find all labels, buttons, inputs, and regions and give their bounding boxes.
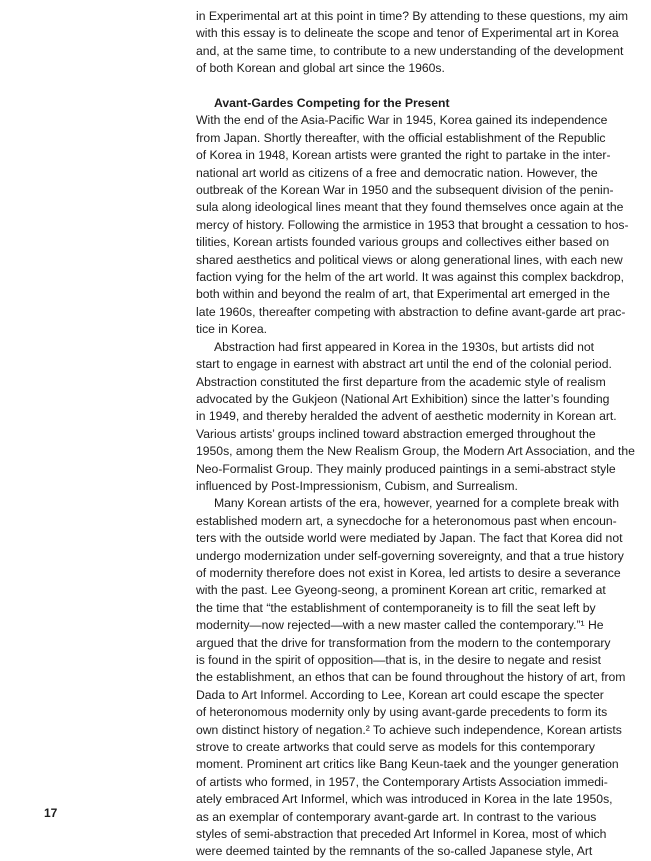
body-line: sula along ideological lines meant that they found themselves once again at the: [196, 200, 624, 215]
body-line: styles of semi-abstraction that preceded Art Informel in Korea, most of which: [196, 827, 607, 842]
section-heading: Avant-Gardes Competing for the Present: [214, 96, 450, 111]
body-line: modernity—now rejected—with a new master called the contemporary.”¹ He: [196, 618, 604, 633]
body-line: of heteronomous modernity only by using avant-garde precedents to form its: [196, 705, 608, 720]
body-line: is found in the spirit of opposition—that is, in the desire to negate and resist: [196, 653, 602, 668]
body-line: tice in Korea.: [196, 322, 267, 337]
body-line: moment. Prominent art critics like Bang Keun-taek and the younger generation: [196, 757, 619, 772]
page-number: 17: [44, 806, 58, 820]
body-line: argued that the drive for transformation from the modern to the contemporary: [196, 635, 611, 650]
body-line: ately embraced Art Informel, which was introduced in Korea in the late 1950s,: [196, 792, 613, 807]
body-line: Various artists’ groups inclined toward abstraction emerged throughout the: [196, 426, 596, 441]
body-line: start to engage in earnest with abstract art until the end of the colonial period.: [196, 357, 612, 372]
intro-line: with this essay is to delineate the scope and tenor of Experimental art in Korea: [196, 26, 619, 41]
body-line: established modern art, a synecdoche for a heteronomous past when encoun-: [196, 513, 617, 528]
body-line: ters with the outside world were mediated by Japan. The fact that Korea did not: [196, 531, 623, 546]
body-line: Dada to Art Informel. According to Lee, Korean art could escape the specter: [196, 687, 604, 702]
body-line: tilities, Korean artists founded various groups and collectives either based on: [196, 235, 610, 250]
body-line: undergo modernization under self-governing sovereignty, and that a true history: [196, 548, 624, 563]
body-line: were deemed tainted by the remnants of the so-called Japanese style, Art: [196, 844, 593, 859]
body-line: in 1949, and thereby heralded the advent of aesthetic modernity in Korean art.: [196, 409, 617, 424]
body-line: 1950s, among them the New Realism Group, the Modern Art Association, and the: [196, 444, 635, 459]
intro-line: in Experimental art at this point in time? By attending to these questions, my aim: [196, 9, 629, 23]
body-line: of artists who formed, in 1957, the Contemporary Artists Association immedi-: [196, 774, 608, 789]
intro-line: of both Korean and global art since the 1960s.: [196, 61, 445, 76]
body-paragraph-1: [196, 112, 632, 338]
body-line: both within and beyond the realm of art, that Experimental art emerged in the: [196, 287, 610, 302]
body-line: of modernity therefore does not exist in Korea, led artists to desire a severance: [196, 565, 621, 580]
body-line: strove to create artworks that could serve as models for this contemporary: [196, 740, 595, 755]
body-line: mercy of history. Following the armistice in 1953 that brought a cessation to hos-: [196, 217, 629, 232]
intro-paragraph: [196, 8, 632, 78]
body-line: the time that “the establishment of contemporaneity is to fill the seat left by: [196, 600, 596, 615]
body-line: shared aesthetics and political views or along generational lines, with each new: [196, 252, 623, 267]
body-line: as an exemplar of contemporary avant-garde art. In contrast to the various: [196, 809, 597, 824]
body-line: Abstraction had first appeared in Korea in the 1930s, but artists did not: [214, 339, 595, 354]
body-paragraph-2: [196, 339, 635, 496]
intro-line: and, at the same time, to contribute to a new understanding of the development: [196, 43, 624, 58]
body-line: national art world as citizens of a free and democratic nation. However, the: [196, 165, 598, 180]
body-line: Neo-Formalist Group. They mainly produced paintings in a semi-abstract style: [196, 461, 616, 476]
body-line: influenced by Post-Impressionism, Cubism, and Surrealism.: [196, 478, 518, 493]
body-line: the establishment, an ethos that can be found throughout the history of art, from: [196, 670, 626, 685]
body-line: own distinct history of negation.² To achieve such independence, Korean artists: [196, 722, 622, 737]
body-line: faction vying for the helm of the art world. It was against this complex backdrop,: [196, 270, 624, 285]
body-paragraph-3: [196, 495, 632, 861]
body-line: With the end of the Asia-Pacific War in 1945, Korea gained its independence: [196, 113, 608, 128]
body-line: Abstraction constituted the first departure from the academic style of realism: [196, 374, 606, 389]
body-line: from Japan. Shortly thereafter, with the official establishment of the Republic: [196, 130, 606, 145]
body-line: with the past. Lee Gyeong-seong, a prominent Korean art critic, remarked at: [196, 583, 606, 598]
paragraph-gap: [196, 78, 632, 95]
body-line: late 1960s, thereafter competing with abstraction to define avant-garde art prac-: [196, 304, 626, 319]
body-line: outbreak of the Korean War in 1950 and the subsequent division of the penin-: [196, 183, 614, 198]
body-line: of Korea in 1948, Korean artists were granted the right to partake in the inter-: [196, 148, 611, 163]
text-column: [196, 8, 635, 861]
body-line: Many Korean artists of the era, however, yearned for a complete break with: [214, 496, 620, 511]
body-line: advocated by the Gukjeon (National Art Exhibition) since the latter’s founding: [196, 391, 610, 406]
